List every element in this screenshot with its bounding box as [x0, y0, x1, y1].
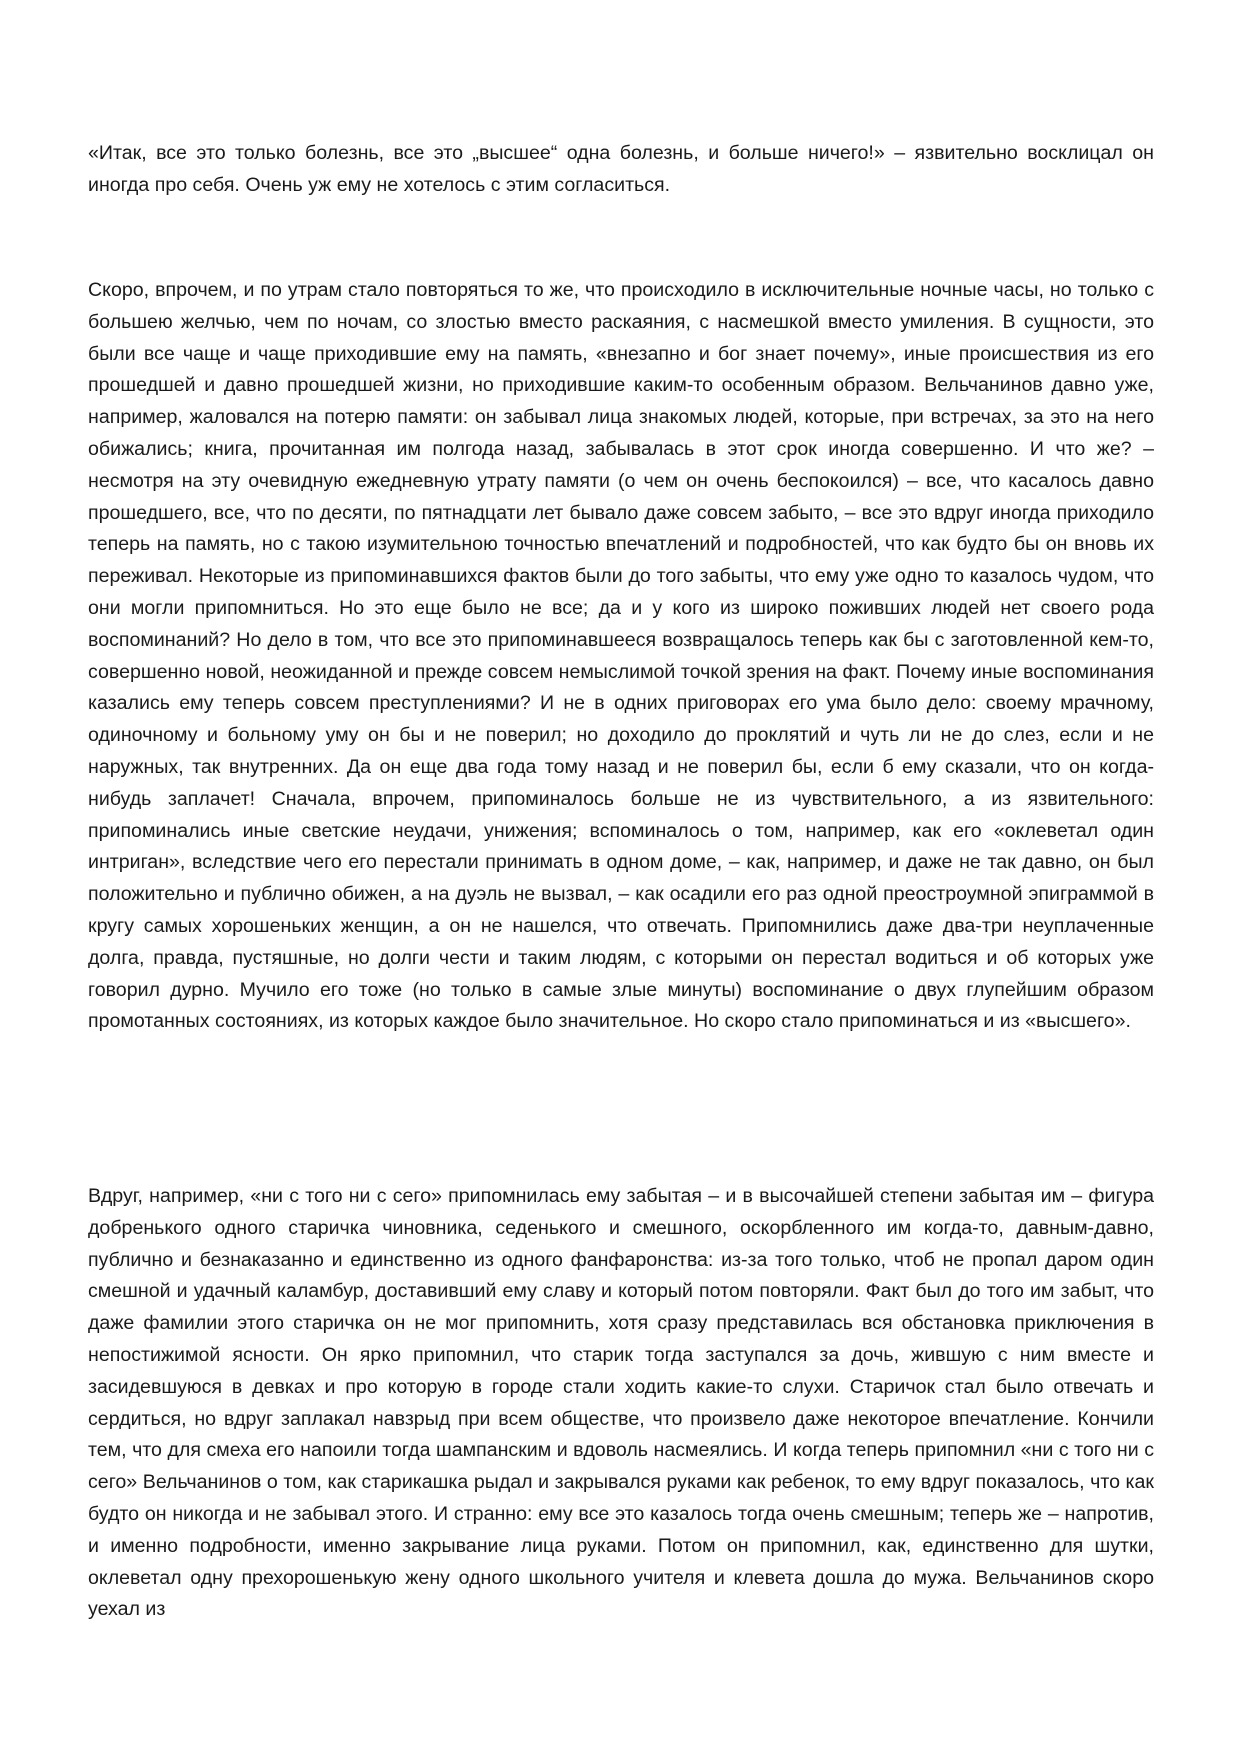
paragraph-2: Скоро, впрочем, и по утрам стало повторяться то же, что происходило в исключительные ночные часы, но только с большею желчью, чем по ночам, со злостью вместо раскаяния, с насмешкой вместо умиления. В сущности, это были все чаще и чаще приходившие ему на память, «внезапно и бог знает почему», иные происшествия из его прошедшей и давно прошедшей жизни, но приходившие каким-то особенным образом. Вельчанинов давно уже, например, жаловался на потерю памяти: он забывал лица знакомых людей, которые, при встречах, за это на него обижались; книга, прочитанная им полгода назад, забывалась в этот срок иногда совершенно. И что же? – несмотря на эту очевидную ежедневную утрату памяти (о чем он очень беспокоился) – все, что касалось давно прошедшего, все, что по десяти, по пятнадцати лет бывало даже совсем забыто, – все это вдруг иногда приходило теперь на память, но с такою изумительною точностью впечатлений и подробностей, что как будто бы он вновь их переживал. Некоторые из припоминавшихся фактов были до того забыты, что ему уже одно то казалось чудом, что они могли припомниться. Но это еще было не все; да и у кого из широко поживших людей нет своего рода воспоминаний? Но дело в том, что все это припоминавшееся возвращалось теперь как бы с заготовленной кем-то, совершенно новой, неожиданной и прежде совсем немыслимой точкой зрения на факт. Почему иные воспоминания казались ему теперь совсем преступлениями? И не в одних приговорах его ума было дело: своему мрачному, одиночному и больному уму он бы и не поверил; но доходило до проклятий и чуть ли не до слез, если и не наружных, так внутренних. Да он еще два года тому назад и не поверил бы, если б ему сказали, что он когда-нибудь заплачет! Сначала, впрочем, припоминалось больше не из чувствительного, а из язвительного: припоминались иные светские неудачи, унижения; вспоминалось о том, например, как его «оклеветал один интриган», вследствие чего его перестали принимать в одном доме, – как, например, и даже не так давно, он был положительно и публично обижен, а на дуэль не вызвал, – как осадили его раз одной преостроумной эпиграммой в кругу самых хорошеньких женщин, а он не нашелся, что отвечать. Припомнились даже два-три неуплаченные долга, правда, пустяшные, но долги чести и таким людям, с которыми он перестал водиться и об которых уже говорил дурно. Мучило его тоже (но только в самые злые минуты) воспоминание о двух глупейшим образом промотанных состояниях, из которых каждое было значительное. Но скоро стало припоминаться и из «высшего».: [88, 279, 1154, 1033]
document-page: [88, 0, 1154, 1755]
paragraph-3: Вдруг, например, «ни с того ни с сего» припомнилась ему забытая – и в высочайшей степени забытая им – фигура добренького одного старичка чиновника, седенького и смешного, оскорбленного им когда-то, давным-давно, публично и безнаказанно и единственно из одного фанфаронства: из-за того только, чтоб не пропал даром один смешной и удачный каламбур, доставивший ему славу и который потом повторяли. Факт был до того им забыт, что даже фамилии этого старичка он не мог припомнить, хотя сразу представилась вся обстановка приключения в непостижимой ясности. Он ярко припомнил, что старик тогда заступался за дочь, жившую с ним вместе и засидевшуюся в девках и про которую в городе стали ходить какие-то слухи. Старичок стал было отвечать и сердиться, но вдруг заплакал навзрыд при всем обществе, что произвело даже некоторое впечатление. Кончили тем, что для смеха его напоили тогда шампанским и вдоволь насмеялись. И когда теперь припомнил «ни с того ни с сего» Вельчанинов о том, как старикашка рыдал и закрывался руками как ребенок, то ему вдруг показалось, что как будто он никогда и не забывал этого. И странно: ему все это казалось тогда очень смешным; теперь же – напротив, и именно подробности, именно закрывание лица руками. Потом он припомнил, как, единственно для шутки, оклеветал одну прехорошенькую жену одного школьного учителя и клевета дошла до мужа. Вельчанинов скоро уехал из: [88, 1185, 1154, 1621]
paragraph-1: «Итак, все это только болезнь, все это „высшее“ одна болезнь, и больше ничего!» – язвительно восклицал он иногда про себя. Очень уж ему не хотелось с этим согласиться.: [88, 142, 1154, 196]
